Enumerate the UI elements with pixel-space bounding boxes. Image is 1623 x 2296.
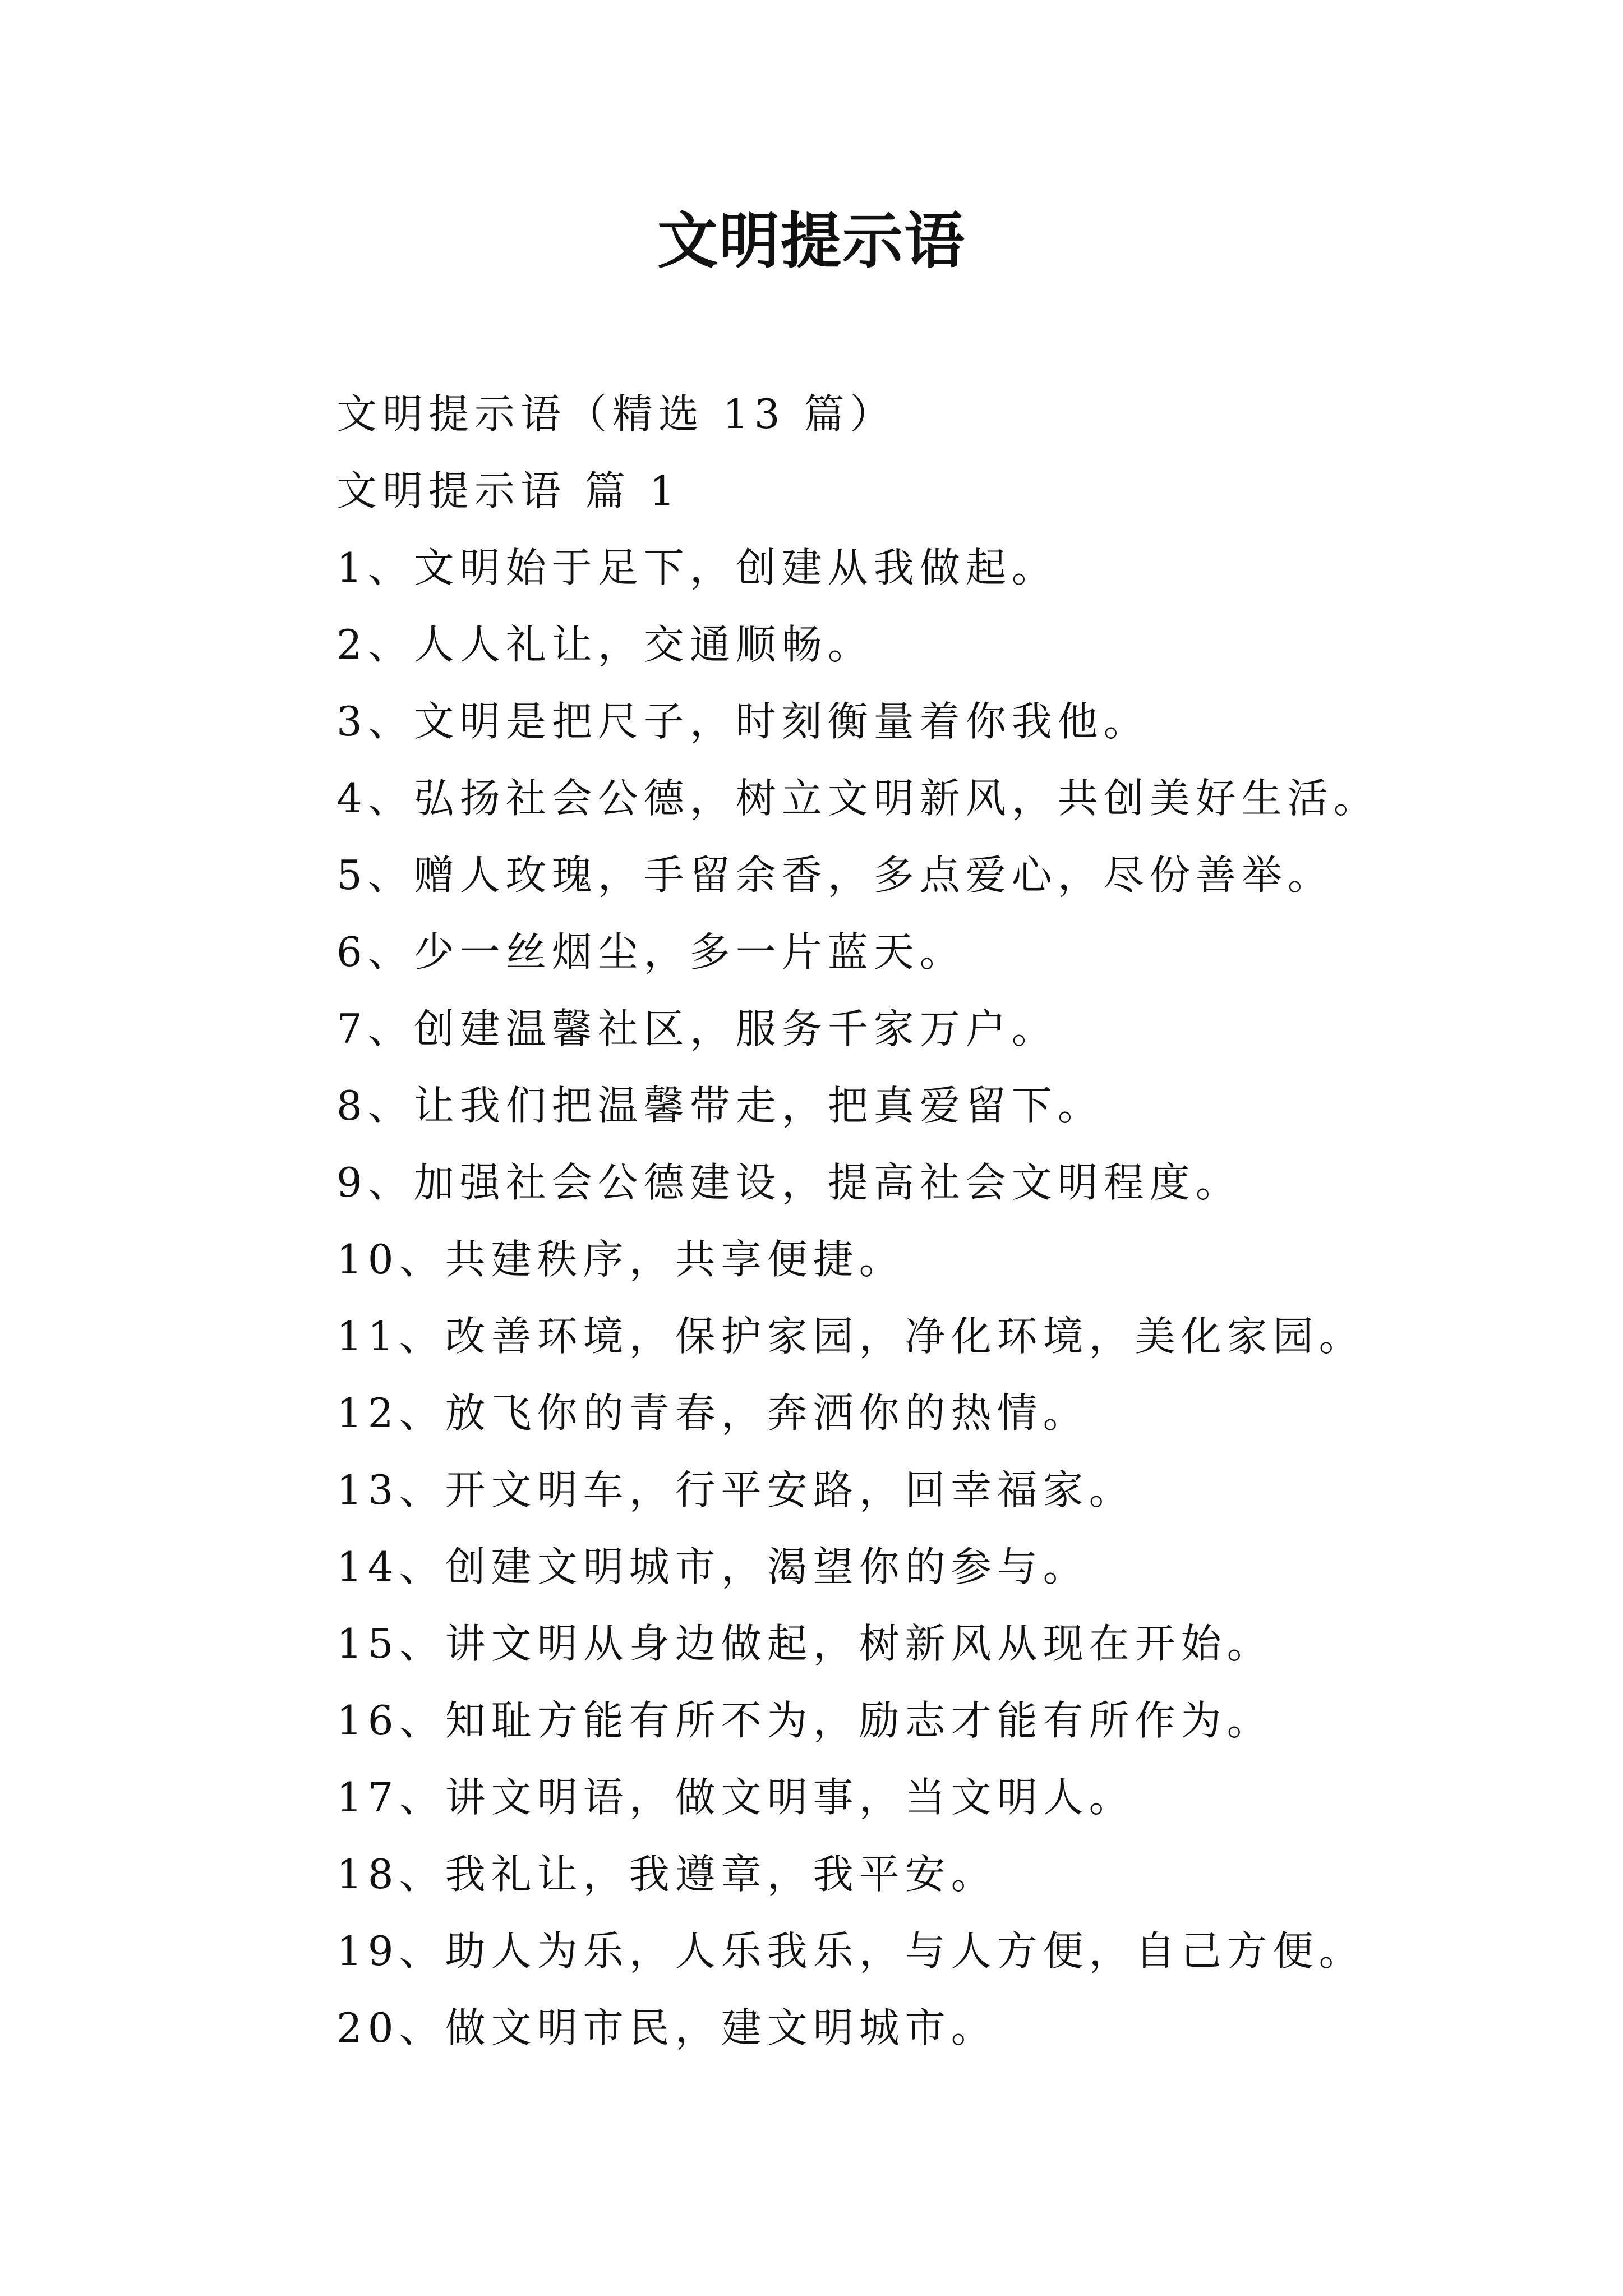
list-item: 6、少一丝烟尘，多一片蓝天。 — [336, 928, 966, 976]
list-item: 1、文明始于足下，创建从我做起。 — [336, 544, 1058, 591]
list-item: 17、讲文明语，做文明事，当文明人。 — [336, 1774, 1135, 1821]
document-subtitle: 文明提示语（精选 13 篇） — [336, 390, 896, 438]
list-item: 11、改善环境，保护家园，净化环境，美化家园。 — [336, 1313, 1365, 1360]
list-item: 18、我礼让，我遵章，我平安。 — [336, 1851, 997, 1898]
list-item: 10、共建秩序，共享便捷。 — [336, 1236, 905, 1283]
section-heading: 文明提示语 篇 1 — [336, 467, 681, 514]
list-item: 3、文明是把尺子，时刻衡量着你我他。 — [336, 698, 1150, 745]
list-item: 2、人人礼让，交通顺畅。 — [336, 621, 874, 668]
list-item: 7、创建温馨社区，服务千家万户。 — [336, 1005, 1058, 1052]
list-item: 8、让我们把温馨带走，把真爱留下。 — [336, 1082, 1104, 1129]
list-item: 15、讲文明从身边做起，树新风从现在开始。 — [336, 1620, 1273, 1667]
list-item: 12、放飞你的青春，奔洒你的热情。 — [336, 1389, 1089, 1437]
list-item: 14、创建文明城市，渴望你的参与。 — [336, 1543, 1089, 1590]
list-item: 20、做文明市民，建文明城市。 — [336, 2004, 997, 2051]
document-title: 文明提示语 — [657, 206, 966, 277]
list-item: 4、弘扬社会公德，树立文明新风，共创美好生活。 — [336, 775, 1380, 822]
slogan-list — [336, 530, 1514, 2067]
list-item: 9、加强社会公德建设，提高社会文明程度。 — [336, 1159, 1242, 1206]
list-item: 5、赠人玫瑰，手留余香，多点爱心，尽份善举。 — [336, 852, 1334, 899]
list-item: 19、助人为乐，人乐我乐，与人方便，自己方便。 — [336, 1927, 1365, 1975]
list-item: 13、开文明车，行平安路，回幸福家。 — [336, 1466, 1135, 1513]
list-item: 16、知耻方能有所不为，励志才能有所作为。 — [336, 1697, 1273, 1744]
document-body — [336, 376, 1514, 2067]
